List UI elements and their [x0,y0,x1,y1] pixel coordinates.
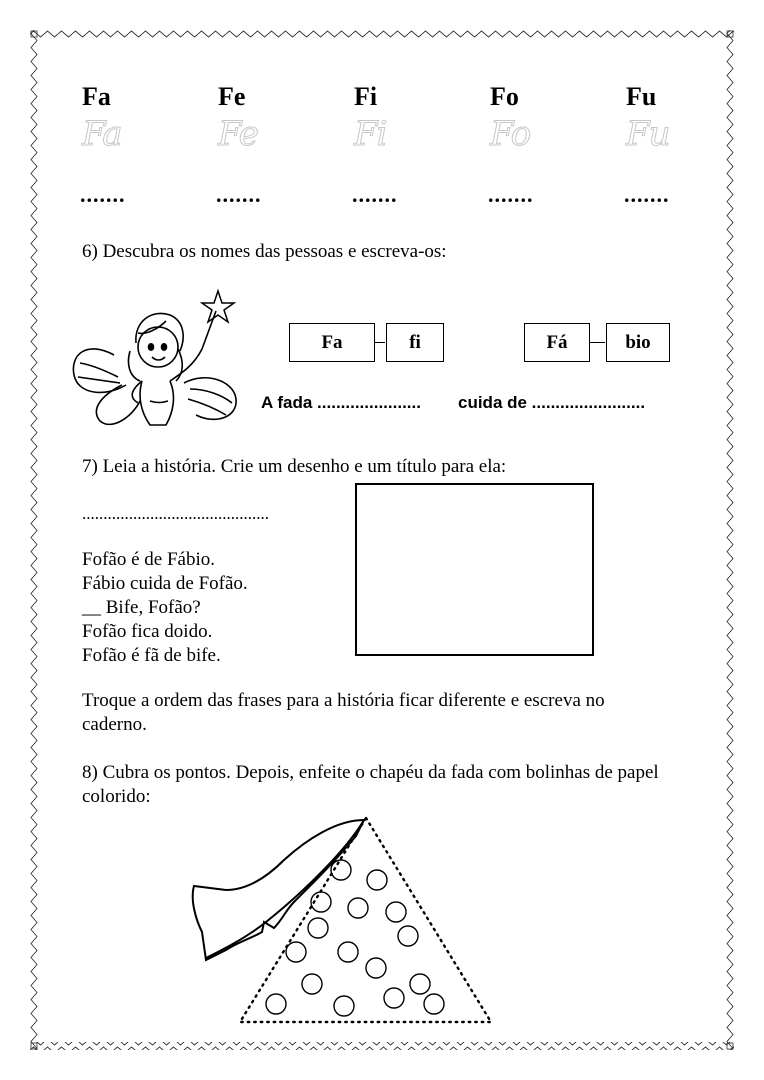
box-connector [374,342,385,343]
instruction-line-2: caderno. [82,714,147,735]
syllable-fe: Fe [218,82,246,111]
blank-fi[interactable]: ....... [352,182,398,207]
box-connector [589,342,605,343]
story-line: Fofão é de Fábio. [82,549,215,570]
fairy-sentence-end[interactable]: cuida de ........................ [458,393,646,412]
fairy-sentence-start[interactable]: A fada ...................... [261,393,421,412]
syllable-fa: Fa [82,82,111,111]
story-line: Fábio cuida de Fofão. [82,573,248,594]
drawing-box[interactable] [355,483,594,656]
syllable-fo: Fo [490,82,519,111]
question-7: 7) Leia a história. Crie um desenho e um título para ela: [82,456,507,477]
blank-fu[interactable]: ....... [624,182,670,207]
syllable-fu: Fu [626,82,657,111]
cursive-fe: Fe [218,114,258,154]
question-6: 6) Descubra os nomes das pessoas e escreva-os: [82,241,447,262]
title-blank[interactable]: ............................................ [82,504,269,523]
cursive-fi: Fi [354,114,387,154]
fairy-illustration [66,285,246,435]
instruction-line-1: Troque a ordem das frases para a história ficar diferente e escreva no [82,690,605,711]
blank-fa[interactable]: ....... [80,182,126,207]
cursive-fu: Fu [626,114,670,154]
story-line: Fofão fica doido. [82,621,213,642]
syllable-box-bio: bio [606,323,670,362]
cursive-fa: Fa [82,114,122,154]
blank-fo[interactable]: ....... [488,182,534,207]
story-line: Fofão é fã de bife. [82,645,221,666]
fairy-hat-illustration[interactable] [186,810,496,1030]
cursive-fo: Fo [490,114,531,154]
syllable-box-fi: fi [386,323,444,362]
syllable-box-fa: Fa [289,323,375,362]
syllable-fi: Fi [354,82,378,111]
blank-fe[interactable]: ....... [216,182,262,207]
syllable-box-fa-accent: Fá [524,323,590,362]
question-8-line-1: 8) Cubra os pontos. Depois, enfeite o chapéu da fada com bolinhas de papel [82,762,659,783]
story-line: __ Bife, Fofão? [82,597,201,618]
question-8-line-2: colorido: [82,786,151,807]
